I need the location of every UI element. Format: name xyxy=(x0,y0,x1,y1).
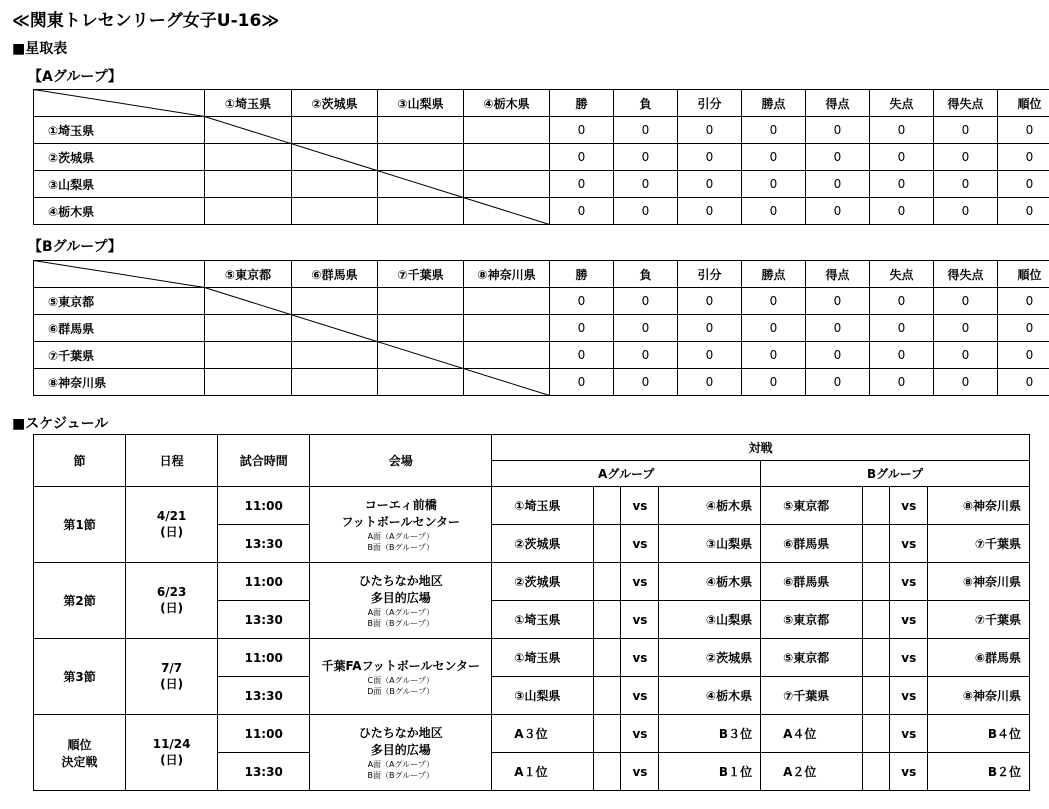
standings-row xyxy=(34,117,1049,144)
stat-value: 0 xyxy=(614,369,678,396)
away-team: B２位 xyxy=(928,753,1030,791)
date-header: 日程 xyxy=(126,435,218,487)
home-team: ⑦千葉県 xyxy=(761,677,863,715)
standings-row xyxy=(34,171,1049,198)
stat-value: 0 xyxy=(934,369,998,396)
stat-header: 勝 xyxy=(550,261,614,288)
result-cell xyxy=(292,342,378,369)
stat-value: 0 xyxy=(806,198,870,225)
result-cell xyxy=(205,288,292,315)
venue-name: 多目的広場 xyxy=(370,591,431,605)
court-note: B面（Bグループ） xyxy=(367,543,434,552)
stat-value: 0 xyxy=(742,198,806,225)
team-name: ⑥群馬県 xyxy=(34,315,205,342)
stat-value: 0 xyxy=(678,198,742,225)
stat-value: 0 xyxy=(934,198,998,225)
result-cell xyxy=(205,171,292,198)
match-day: (日) xyxy=(160,753,184,767)
score-cell xyxy=(593,753,621,791)
result-cell xyxy=(292,288,378,315)
team-name: ⑧神奈川県 xyxy=(34,369,205,396)
stat-value: 0 xyxy=(550,315,614,342)
stat-value: 0 xyxy=(870,144,934,171)
date-cell xyxy=(126,563,218,639)
group-a-header: Aグループ xyxy=(492,461,761,487)
standings-row xyxy=(34,198,1049,225)
home-team: ①埼玉県 xyxy=(492,601,594,639)
group-a-label: 【Aグループ】 xyxy=(28,69,122,85)
court-note: C面（Aグループ） xyxy=(367,675,434,685)
score-cell xyxy=(862,753,890,791)
round-label: 順位 xyxy=(67,737,92,752)
kickoff-time: 11:00 xyxy=(218,639,310,677)
result-cell xyxy=(378,171,464,198)
away-team: B４位 xyxy=(928,715,1030,753)
away-team: ⑦千葉県 xyxy=(928,525,1030,563)
stat-value: 0 xyxy=(742,369,806,396)
stat-header: 勝点 xyxy=(742,261,806,288)
vs-label: vs xyxy=(621,601,659,639)
score-cell xyxy=(862,525,890,563)
venue-name: ひたちなか地区 xyxy=(358,574,443,588)
stat-value: 0 xyxy=(806,369,870,396)
stat-value: 0 xyxy=(998,144,1049,171)
score-cell xyxy=(593,601,621,639)
result-cell xyxy=(205,369,292,396)
team-name: ④栃木県 xyxy=(34,198,205,225)
stat-header: 順位 xyxy=(998,261,1049,288)
court-note: A面（Aグループ） xyxy=(367,608,434,617)
match-row xyxy=(34,639,1030,677)
home-team: ⑥群馬県 xyxy=(761,563,863,601)
score-cell xyxy=(862,639,890,677)
stat-header: 引分 xyxy=(678,90,742,117)
match-row xyxy=(34,487,1030,525)
home-team: ②茨城県 xyxy=(492,525,594,563)
result-cell xyxy=(292,369,378,396)
stat-value: 0 xyxy=(806,288,870,315)
result-cell xyxy=(378,117,464,144)
home-team: ⑤東京都 xyxy=(761,487,863,525)
opponent-header: ①埼玉県 xyxy=(205,90,292,117)
vs-label: vs xyxy=(890,677,928,715)
stat-header: 得点 xyxy=(806,90,870,117)
stat-value: 0 xyxy=(998,369,1049,396)
score-cell xyxy=(862,487,890,525)
score-cell xyxy=(593,563,621,601)
stat-value: 0 xyxy=(550,117,614,144)
away-team: ③山梨県 xyxy=(659,525,761,563)
corner-cell xyxy=(34,90,205,117)
vs-label: vs xyxy=(890,715,928,753)
venue-name: ひたちなか地区 xyxy=(358,726,443,740)
stat-value: 0 xyxy=(998,171,1049,198)
result-cell xyxy=(378,342,464,369)
stat-value: 0 xyxy=(614,315,678,342)
result-cell xyxy=(292,117,378,144)
result-cell xyxy=(292,144,378,171)
home-team: A３位 xyxy=(492,715,594,753)
result-cell xyxy=(205,198,292,225)
result-cell xyxy=(378,198,464,225)
page-title: ≪関東トレセンリーグ女子U-16≫ xyxy=(12,11,280,31)
stat-value: 0 xyxy=(614,198,678,225)
date-cell xyxy=(126,639,218,715)
opponent-header: ③山梨県 xyxy=(378,90,464,117)
vs-label: vs xyxy=(890,601,928,639)
venue-name: フットボールセンター xyxy=(341,515,460,529)
stat-value: 0 xyxy=(870,369,934,396)
away-team: ④栃木県 xyxy=(659,487,761,525)
stat-value: 0 xyxy=(934,171,998,198)
result-cell xyxy=(205,342,292,369)
stat-value: 0 xyxy=(998,342,1049,369)
stat-value: 0 xyxy=(806,342,870,369)
stat-value: 0 xyxy=(678,288,742,315)
vs-label: vs xyxy=(621,715,659,753)
stat-value: 0 xyxy=(870,315,934,342)
round-cell xyxy=(34,487,126,563)
date-cell xyxy=(126,715,218,791)
stat-value: 0 xyxy=(806,315,870,342)
kickoff-time: 11:00 xyxy=(218,487,310,525)
away-team: ⑥群馬県 xyxy=(928,639,1030,677)
round-label: 第3節 xyxy=(63,670,96,684)
score-cell xyxy=(593,715,621,753)
group-b-standings-table xyxy=(33,260,1049,396)
away-team: ②茨城県 xyxy=(659,639,761,677)
home-team: A２位 xyxy=(761,753,863,791)
away-team: B３位 xyxy=(659,715,761,753)
team-name: ⑦千葉県 xyxy=(34,342,205,369)
result-cell xyxy=(464,288,550,315)
stat-header: 負 xyxy=(614,90,678,117)
score-cell xyxy=(593,677,621,715)
match-date: 6/23 xyxy=(156,585,187,599)
stat-value: 0 xyxy=(742,144,806,171)
stat-value: 0 xyxy=(614,144,678,171)
opponent-header: ⑦千葉県 xyxy=(378,261,464,288)
vs-label: vs xyxy=(890,563,928,601)
home-team: ①埼玉県 xyxy=(492,487,594,525)
stat-value: 0 xyxy=(678,315,742,342)
venue-name: 千葉FAフットボールセンター xyxy=(321,658,481,673)
result-cell xyxy=(464,144,550,171)
kickoff-time: 13:30 xyxy=(218,601,310,639)
stat-value: 0 xyxy=(614,117,678,144)
stat-value: 0 xyxy=(550,288,614,315)
opponent-header: ⑥群馬県 xyxy=(292,261,378,288)
stat-header: 順位 xyxy=(998,90,1049,117)
standings-row xyxy=(34,315,1049,342)
result-cell xyxy=(205,315,292,342)
stat-value: 0 xyxy=(998,315,1049,342)
match-date: 4/21 xyxy=(156,509,187,523)
away-team: ⑦千葉県 xyxy=(928,601,1030,639)
venue-cell xyxy=(310,563,492,639)
home-team: A４位 xyxy=(761,715,863,753)
court-note: B面（Bグループ） xyxy=(367,771,434,780)
stat-value: 0 xyxy=(742,288,806,315)
venue-cell xyxy=(310,639,492,715)
score-cell xyxy=(862,715,890,753)
stat-header: 失点 xyxy=(870,261,934,288)
stat-value: 0 xyxy=(934,288,998,315)
vs-label: vs xyxy=(890,525,928,563)
stat-value: 0 xyxy=(998,288,1049,315)
result-cell xyxy=(464,171,550,198)
stat-header: 得失点 xyxy=(934,90,998,117)
stat-value: 0 xyxy=(742,171,806,198)
stat-header: 勝 xyxy=(550,90,614,117)
round-label: 第1節 xyxy=(63,518,96,532)
stat-value: 0 xyxy=(678,144,742,171)
vs-label: vs xyxy=(621,563,659,601)
stat-value: 0 xyxy=(934,144,998,171)
stat-value: 0 xyxy=(806,144,870,171)
stat-value: 0 xyxy=(870,198,934,225)
kickoff-time: 11:00 xyxy=(218,715,310,753)
opponent-header: ④栃木県 xyxy=(464,90,550,117)
stat-header: 引分 xyxy=(678,261,742,288)
round-header: 節 xyxy=(34,435,126,487)
match-day: (日) xyxy=(160,601,184,615)
match-day: (日) xyxy=(160,677,184,691)
opponent-header: ⑤東京都 xyxy=(205,261,292,288)
result-cell xyxy=(464,117,550,144)
stat-header: 失点 xyxy=(870,90,934,117)
match-date: 7/7 xyxy=(161,661,183,675)
stat-value: 0 xyxy=(550,144,614,171)
standings-row xyxy=(34,369,1049,396)
stat-value: 0 xyxy=(806,117,870,144)
match-header: 対戦 xyxy=(492,435,1030,461)
result-cell xyxy=(292,315,378,342)
stat-value: 0 xyxy=(870,117,934,144)
schedule-heading: ■スケジュール xyxy=(12,416,109,432)
standings-row xyxy=(34,144,1049,171)
venue-cell xyxy=(310,715,492,791)
home-team: ②茨城県 xyxy=(492,563,594,601)
opponent-header: ②茨城県 xyxy=(292,90,378,117)
match-day: (日) xyxy=(160,525,184,539)
stat-value: 0 xyxy=(614,171,678,198)
vs-label: vs xyxy=(621,525,659,563)
home-team: ⑥群馬県 xyxy=(761,525,863,563)
stat-header: 勝点 xyxy=(742,90,806,117)
opponent-header: ⑧神奈川県 xyxy=(464,261,550,288)
result-cell xyxy=(378,144,464,171)
venue-name: 多目的広場 xyxy=(370,743,431,757)
vs-label: vs xyxy=(621,677,659,715)
away-team: ⑧神奈川県 xyxy=(928,677,1030,715)
stat-value: 0 xyxy=(934,315,998,342)
standings-row xyxy=(34,288,1049,315)
score-cell xyxy=(593,487,621,525)
result-cell xyxy=(292,198,378,225)
away-team: ④栃木県 xyxy=(659,677,761,715)
stat-value: 0 xyxy=(550,171,614,198)
stat-header: 負 xyxy=(614,261,678,288)
stat-value: 0 xyxy=(614,342,678,369)
result-cell xyxy=(378,288,464,315)
court-note: A面（Aグループ） xyxy=(367,760,434,769)
round-cell xyxy=(34,639,126,715)
vs-label: vs xyxy=(890,639,928,677)
venue-name: コーエィ前橋 xyxy=(364,498,437,512)
match-date: 11/24 xyxy=(152,737,191,751)
result-cell xyxy=(205,117,292,144)
home-team: A１位 xyxy=(492,753,594,791)
stat-value: 0 xyxy=(614,288,678,315)
result-cell xyxy=(464,198,550,225)
time-header: 試合時間 xyxy=(218,435,310,487)
result-cell xyxy=(205,144,292,171)
stat-value: 0 xyxy=(742,315,806,342)
kickoff-time: 13:30 xyxy=(218,753,310,791)
group-b-header: Bグループ xyxy=(761,461,1030,487)
vs-label: vs xyxy=(890,487,928,525)
vs-label: vs xyxy=(621,753,659,791)
schedule-table xyxy=(33,434,1030,791)
stat-value: 0 xyxy=(934,342,998,369)
kickoff-time: 11:00 xyxy=(218,563,310,601)
team-name: ③山梨県 xyxy=(34,171,205,198)
stat-value: 0 xyxy=(742,117,806,144)
away-team: ③山梨県 xyxy=(659,601,761,639)
stat-value: 0 xyxy=(870,342,934,369)
vs-label: vs xyxy=(621,639,659,677)
away-team: B１位 xyxy=(659,753,761,791)
group-a-standings-table xyxy=(33,89,1049,225)
home-team: ①埼玉県 xyxy=(492,639,594,677)
round-cell xyxy=(34,563,126,639)
stat-header: 得失点 xyxy=(934,261,998,288)
round-label: 第2節 xyxy=(63,594,96,608)
stat-value: 0 xyxy=(678,369,742,396)
result-cell xyxy=(464,369,550,396)
result-cell xyxy=(378,369,464,396)
stat-value: 0 xyxy=(998,117,1049,144)
stat-value: 0 xyxy=(550,198,614,225)
stat-value: 0 xyxy=(742,342,806,369)
home-team: ⑤東京都 xyxy=(761,601,863,639)
group-b-label: 【Bグループ】 xyxy=(28,239,122,255)
round-cell xyxy=(34,715,126,791)
score-cell xyxy=(862,563,890,601)
result-cell xyxy=(378,315,464,342)
stat-value: 0 xyxy=(870,171,934,198)
corner-cell xyxy=(34,261,205,288)
match-row xyxy=(34,715,1030,753)
standings-heading: ■星取表 xyxy=(12,41,68,57)
stat-header: 得点 xyxy=(806,261,870,288)
court-note: A面（Aグループ） xyxy=(367,532,434,541)
score-cell xyxy=(593,639,621,677)
stat-value: 0 xyxy=(678,342,742,369)
standings-row xyxy=(34,342,1049,369)
home-team: ⑤東京都 xyxy=(761,639,863,677)
standings-header-row xyxy=(34,261,1049,288)
team-name: ⑤東京都 xyxy=(34,288,205,315)
score-cell xyxy=(593,525,621,563)
team-name: ①埼玉県 xyxy=(34,117,205,144)
team-name: ②茨城県 xyxy=(34,144,205,171)
stat-value: 0 xyxy=(550,369,614,396)
result-cell xyxy=(464,342,550,369)
stat-value: 0 xyxy=(678,171,742,198)
stat-value: 0 xyxy=(934,117,998,144)
away-team: ⑧神奈川県 xyxy=(928,563,1030,601)
round-label: 決定戦 xyxy=(61,754,98,769)
venue-header: 会場 xyxy=(310,435,492,487)
home-team: ③山梨県 xyxy=(492,677,594,715)
score-cell xyxy=(862,677,890,715)
stat-value: 0 xyxy=(998,198,1049,225)
stat-value: 0 xyxy=(550,342,614,369)
stat-value: 0 xyxy=(806,171,870,198)
court-note: D面（Bグループ） xyxy=(367,686,435,696)
kickoff-time: 13:30 xyxy=(218,525,310,563)
venue-cell xyxy=(310,487,492,563)
stat-value: 0 xyxy=(870,288,934,315)
match-row xyxy=(34,563,1030,601)
vs-label: vs xyxy=(890,753,928,791)
schedule-header-row xyxy=(34,435,1030,461)
result-cell xyxy=(464,315,550,342)
court-note: B面（Bグループ） xyxy=(367,619,434,628)
score-cell xyxy=(862,601,890,639)
kickoff-time: 13:30 xyxy=(218,677,310,715)
vs-label: vs xyxy=(621,487,659,525)
result-cell xyxy=(292,171,378,198)
away-team: ⑧神奈川県 xyxy=(928,487,1030,525)
date-cell xyxy=(126,487,218,563)
stat-value: 0 xyxy=(678,117,742,144)
standings-header-row xyxy=(34,90,1049,117)
away-team: ④栃木県 xyxy=(659,563,761,601)
